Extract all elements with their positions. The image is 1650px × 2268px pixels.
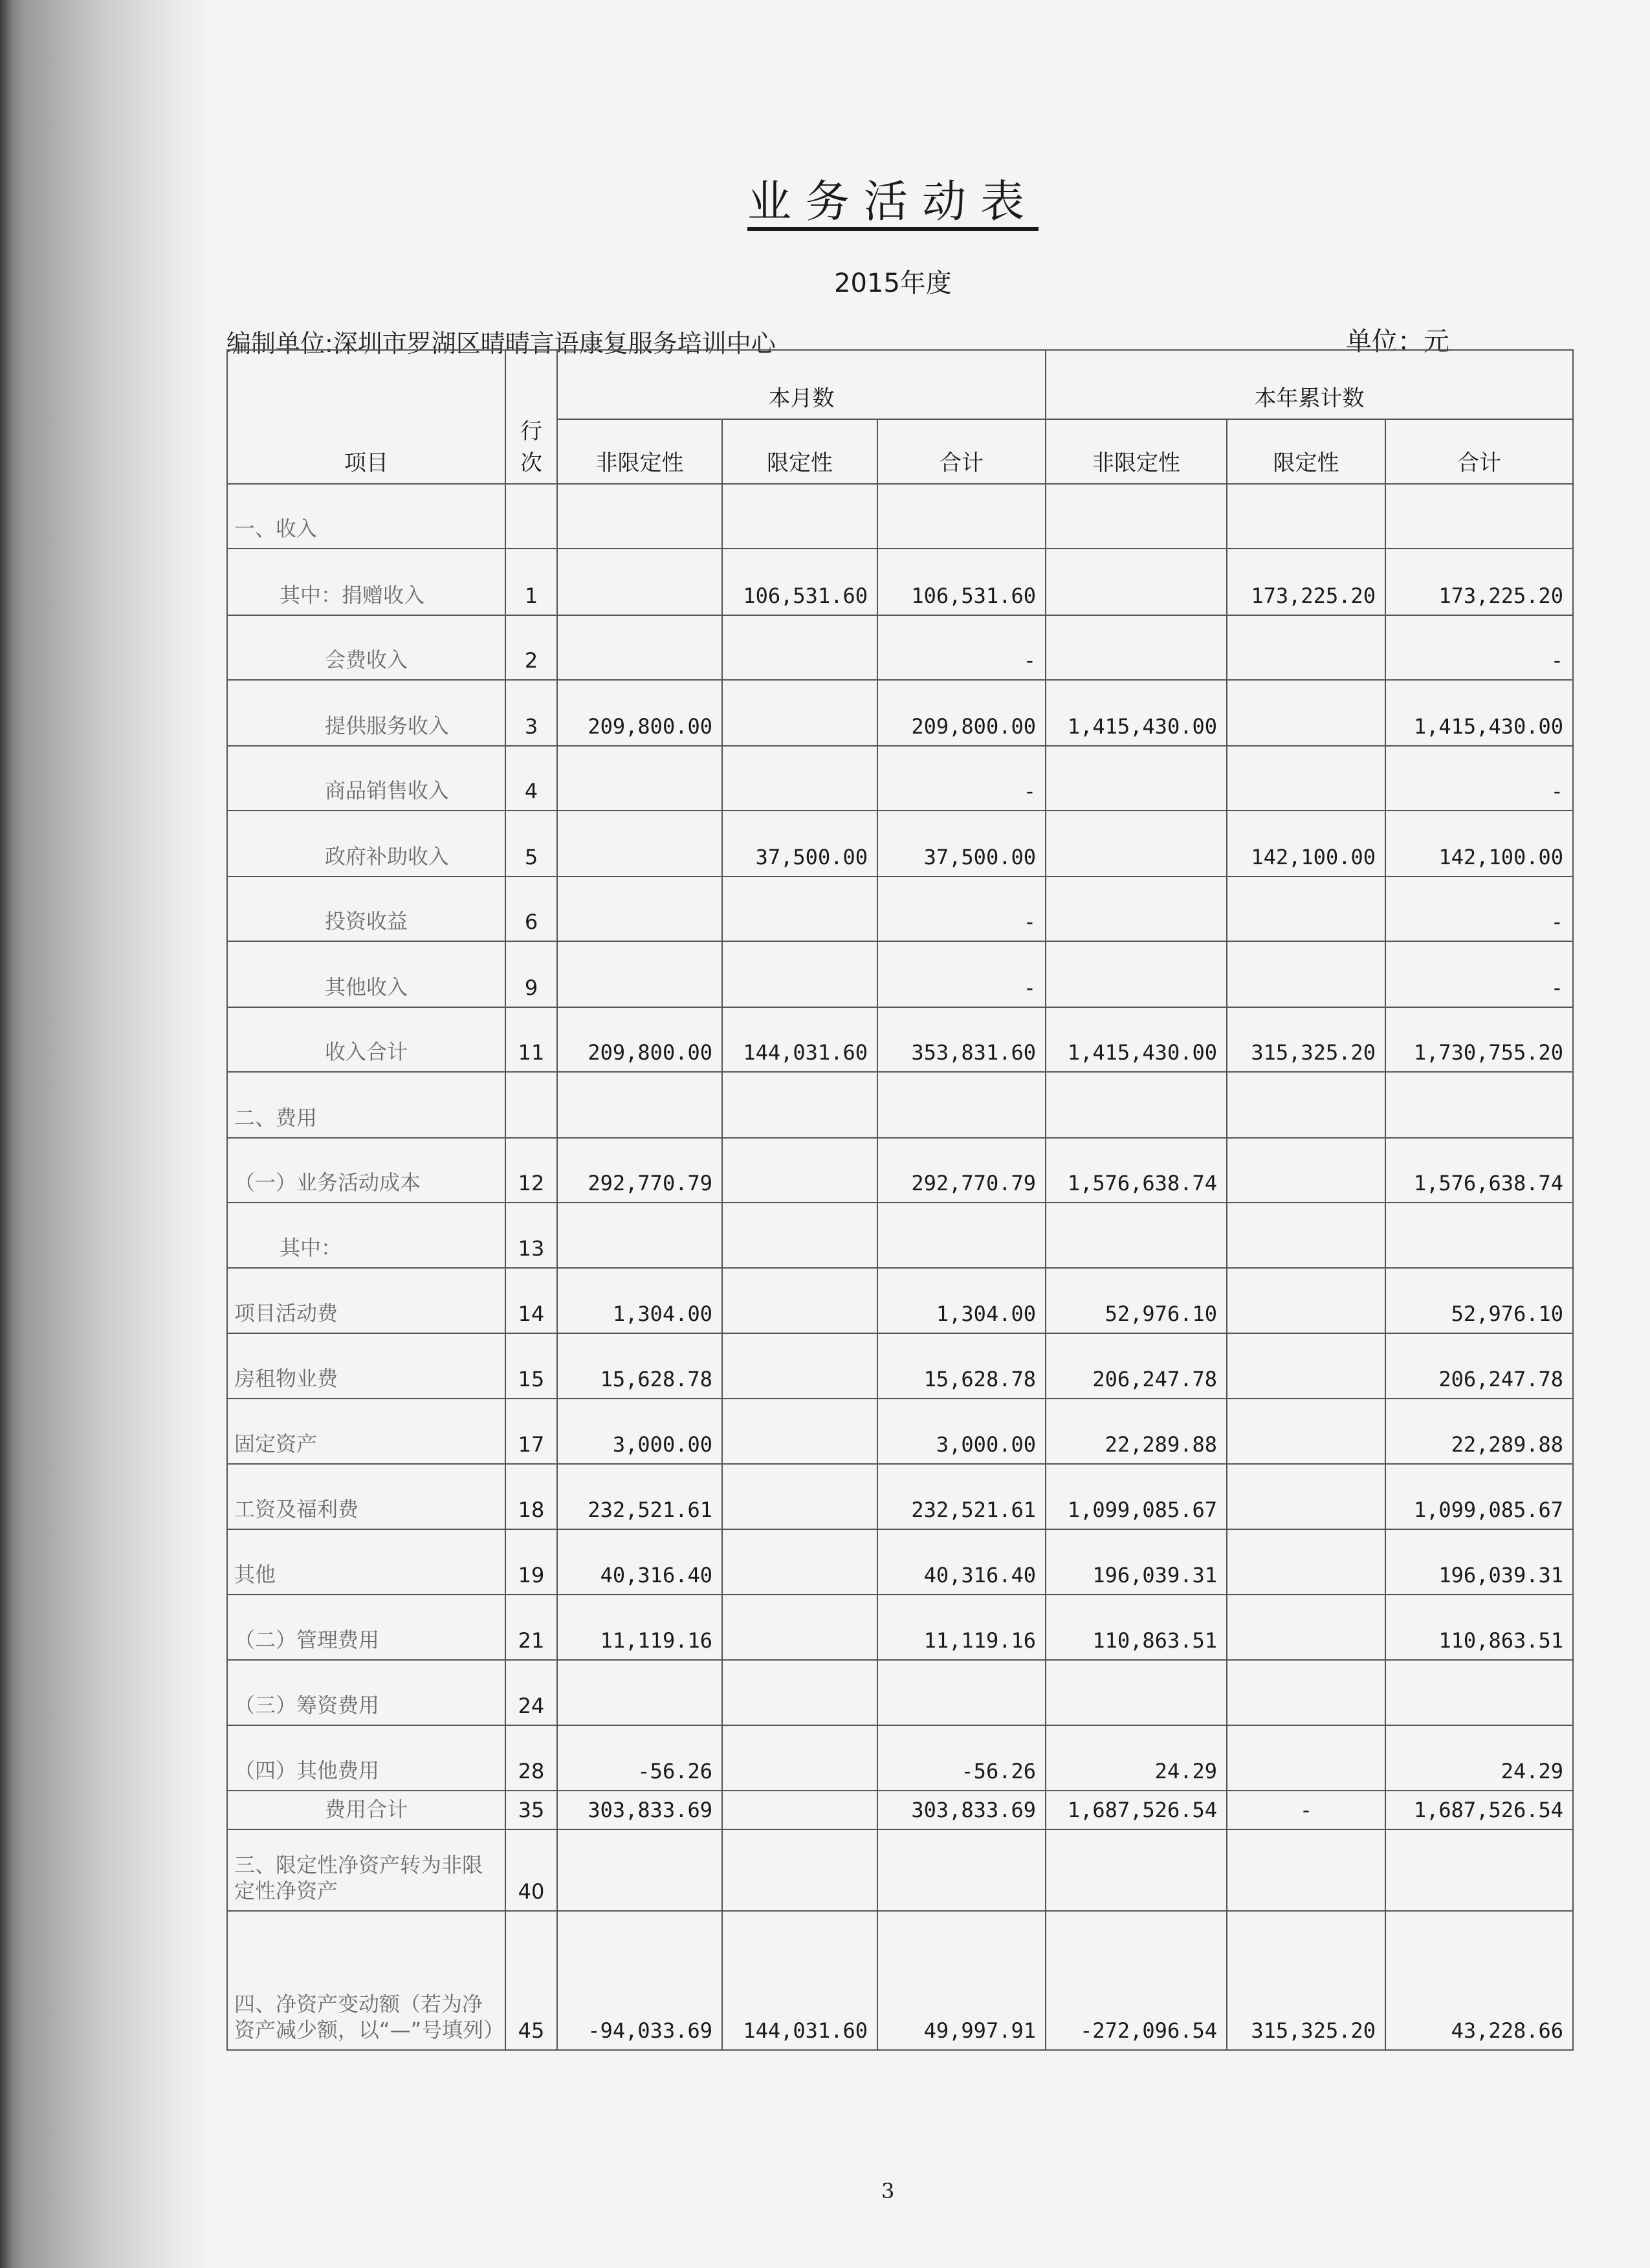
row-line-number: 1 bbox=[505, 549, 557, 615]
cell-m-t: 292,770.79 bbox=[877, 1138, 1046, 1203]
header-month-unrestricted: 非限定性 bbox=[557, 419, 722, 484]
row-item-label: 其他收入 bbox=[227, 941, 505, 1007]
cell-y-r bbox=[1227, 1660, 1385, 1725]
cell-m-t: - bbox=[877, 746, 1046, 811]
cell-m-r bbox=[722, 1829, 877, 1911]
cell-m-r bbox=[722, 1268, 877, 1333]
cell-y-t bbox=[1385, 1072, 1573, 1138]
cell-y-u: 1,576,638.74 bbox=[1046, 1138, 1227, 1203]
report-period: 2015年度 bbox=[834, 268, 952, 298]
cell-y-t: 196,039.31 bbox=[1385, 1529, 1573, 1595]
cell-m-u bbox=[557, 811, 722, 877]
row-item-label: （一）业务活动成本 bbox=[227, 1138, 505, 1203]
cell-m-t bbox=[877, 1660, 1046, 1725]
table-row bbox=[227, 1333, 1573, 1399]
cell-m-t: 303,833.69 bbox=[877, 1791, 1046, 1829]
cell-y-r bbox=[1227, 1529, 1385, 1595]
cell-y-t: 110,863.51 bbox=[1385, 1595, 1573, 1660]
row-item-label: 投资收益 bbox=[227, 877, 505, 941]
cell-m-t: 353,831.60 bbox=[877, 1007, 1046, 1072]
cell-m-u: 303,833.69 bbox=[557, 1791, 722, 1829]
cell-y-u: 1,687,526.54 bbox=[1046, 1791, 1227, 1829]
cell-y-r bbox=[1227, 1464, 1385, 1529]
cell-y-u bbox=[1046, 877, 1227, 941]
cell-m-t bbox=[877, 1829, 1046, 1911]
cell-m-r: 106,531.60 bbox=[722, 549, 877, 615]
cell-y-t: 1,576,638.74 bbox=[1385, 1138, 1573, 1203]
cell-m-u bbox=[557, 746, 722, 811]
cell-y-u bbox=[1046, 746, 1227, 811]
cell-y-r bbox=[1227, 1333, 1385, 1399]
table-row bbox=[227, 1829, 1573, 1911]
table-row bbox=[227, 484, 1573, 549]
cell-y-u: -272,096.54 bbox=[1046, 1911, 1227, 2050]
cell-y-u: 196,039.31 bbox=[1046, 1529, 1227, 1595]
row-item-label: （三）筹资费用 bbox=[227, 1660, 505, 1725]
cell-y-r bbox=[1227, 941, 1385, 1007]
cell-y-u bbox=[1046, 1072, 1227, 1138]
currency-unit: 单位：元 bbox=[1346, 327, 1449, 356]
row-line-number: 12 bbox=[505, 1138, 557, 1203]
cell-y-u: 1,099,085.67 bbox=[1046, 1464, 1227, 1529]
row-line-number: 3 bbox=[505, 680, 557, 746]
cell-y-r bbox=[1227, 615, 1385, 680]
cell-y-r bbox=[1227, 680, 1385, 746]
cell-m-t: 232,521.61 bbox=[877, 1464, 1046, 1529]
cell-y-u: 206,247.78 bbox=[1046, 1333, 1227, 1399]
table-row bbox=[227, 1529, 1573, 1595]
cell-y-t bbox=[1385, 484, 1573, 549]
table-row bbox=[227, 1660, 1573, 1725]
row-item-label: 固定资产 bbox=[227, 1399, 505, 1464]
cell-m-u bbox=[557, 1660, 722, 1725]
cell-m-t: 37,500.00 bbox=[877, 811, 1046, 877]
row-line-number: 5 bbox=[505, 811, 557, 877]
cell-y-u: 1,415,430.00 bbox=[1046, 680, 1227, 746]
row-line-number: 35 bbox=[505, 1791, 557, 1829]
row-line-number: 21 bbox=[505, 1595, 557, 1660]
cell-m-t: 49,997.91 bbox=[877, 1911, 1046, 2050]
cell-m-u: 1,304.00 bbox=[557, 1268, 722, 1333]
cell-y-t: 22,289.88 bbox=[1385, 1399, 1573, 1464]
cell-m-u bbox=[557, 941, 722, 1007]
table-body bbox=[227, 484, 1573, 2050]
cell-m-u: -56.26 bbox=[557, 1725, 722, 1791]
cell-m-r bbox=[722, 1529, 877, 1595]
header-month-total: 合计 bbox=[877, 419, 1046, 484]
cell-m-t: - bbox=[877, 877, 1046, 941]
binding-shadow bbox=[0, 0, 214, 2268]
binding-edge bbox=[0, 0, 14, 2268]
header-item: 项目 bbox=[227, 350, 505, 484]
table-row bbox=[227, 746, 1573, 811]
cell-y-t: 142,100.00 bbox=[1385, 811, 1573, 877]
cell-y-r bbox=[1227, 1595, 1385, 1660]
page-number: 3 bbox=[881, 2179, 895, 2203]
table-row bbox=[227, 1464, 1573, 1529]
header-year-unrestricted: 非限定性 bbox=[1046, 419, 1227, 484]
cell-y-t: 1,099,085.67 bbox=[1385, 1464, 1573, 1529]
cell-m-t: - bbox=[877, 941, 1046, 1007]
cell-m-r bbox=[722, 941, 877, 1007]
cell-m-r bbox=[722, 877, 877, 941]
cell-y-t: - bbox=[1385, 615, 1573, 680]
cell-m-r: 144,031.60 bbox=[722, 1911, 877, 2050]
row-item-label: 房租物业费 bbox=[227, 1333, 505, 1399]
cell-m-t: 209,800.00 bbox=[877, 680, 1046, 746]
table-row bbox=[227, 877, 1573, 941]
row-line-number: 19 bbox=[505, 1529, 557, 1595]
cell-m-u bbox=[557, 1829, 722, 1911]
row-item-label: 工资及福利费 bbox=[227, 1464, 505, 1529]
cell-m-u bbox=[557, 1072, 722, 1138]
table-row bbox=[227, 1911, 1573, 2050]
table-row bbox=[227, 1791, 1573, 1829]
cell-y-r: 315,325.20 bbox=[1227, 1911, 1385, 2050]
cell-y-r bbox=[1227, 877, 1385, 941]
cell-m-u: 232,521.61 bbox=[557, 1464, 722, 1529]
table-row bbox=[227, 941, 1573, 1007]
cell-m-r bbox=[722, 1660, 877, 1725]
row-item-label: 政府补助收入 bbox=[227, 811, 505, 877]
cell-m-r bbox=[722, 1072, 877, 1138]
table-row bbox=[227, 549, 1573, 615]
header-year-restricted: 限定性 bbox=[1227, 419, 1385, 484]
row-line-number: 28 bbox=[505, 1725, 557, 1791]
cell-m-t: 106,531.60 bbox=[877, 549, 1046, 615]
cell-m-t: 1,304.00 bbox=[877, 1268, 1046, 1333]
cell-y-t: - bbox=[1385, 746, 1573, 811]
cell-y-t bbox=[1385, 1660, 1573, 1725]
cell-y-u: 110,863.51 bbox=[1046, 1595, 1227, 1660]
cell-m-r bbox=[722, 1464, 877, 1529]
cell-y-t: 173,225.20 bbox=[1385, 549, 1573, 615]
table-row bbox=[227, 1399, 1573, 1464]
cell-m-u: 15,628.78 bbox=[557, 1333, 722, 1399]
row-item-label: 其中： bbox=[227, 1203, 505, 1268]
cell-y-t: 206,247.78 bbox=[1385, 1333, 1573, 1399]
cell-y-t bbox=[1385, 1203, 1573, 1268]
cell-m-u bbox=[557, 549, 722, 615]
cell-m-r bbox=[722, 680, 877, 746]
row-item-label: 提供服务收入 bbox=[227, 680, 505, 746]
header-line: 行次 bbox=[505, 350, 557, 484]
row-line-number: 4 bbox=[505, 746, 557, 811]
cell-m-u: 11,119.16 bbox=[557, 1595, 722, 1660]
cell-y-t: 1,687,526.54 bbox=[1385, 1791, 1573, 1829]
cell-m-r bbox=[722, 615, 877, 680]
table-row bbox=[227, 1072, 1573, 1138]
cell-y-u bbox=[1046, 1660, 1227, 1725]
row-line-number: 17 bbox=[505, 1399, 557, 1464]
cell-y-u bbox=[1046, 811, 1227, 877]
cell-y-r bbox=[1227, 746, 1385, 811]
cell-m-u: 209,800.00 bbox=[557, 1007, 722, 1072]
table-row bbox=[227, 680, 1573, 746]
cell-m-u: -94,033.69 bbox=[557, 1911, 722, 2050]
row-line-number: 40 bbox=[505, 1829, 557, 1911]
cell-y-t: 1,730,755.20 bbox=[1385, 1007, 1573, 1072]
cell-y-t: - bbox=[1385, 941, 1573, 1007]
cell-m-u bbox=[557, 615, 722, 680]
cell-m-t bbox=[877, 484, 1046, 549]
cell-y-r bbox=[1227, 484, 1385, 549]
row-line-number bbox=[505, 484, 557, 549]
cell-y-u: 24.29 bbox=[1046, 1725, 1227, 1791]
cell-m-r: 37,500.00 bbox=[722, 811, 877, 877]
table-row bbox=[227, 1268, 1573, 1333]
row-line-number: 11 bbox=[505, 1007, 557, 1072]
table-row bbox=[227, 1725, 1573, 1791]
table-row bbox=[227, 1595, 1573, 1660]
row-line-number: 2 bbox=[505, 615, 557, 680]
header-year-group: 本年累计数 bbox=[1046, 350, 1573, 419]
cell-m-r bbox=[722, 746, 877, 811]
cell-y-t: 24.29 bbox=[1385, 1725, 1573, 1791]
cell-m-r bbox=[722, 1333, 877, 1399]
cell-m-r bbox=[722, 1138, 877, 1203]
row-item-label: （二）管理费用 bbox=[227, 1595, 505, 1660]
cell-y-t bbox=[1385, 1829, 1573, 1911]
cell-m-t: - bbox=[877, 615, 1046, 680]
cell-y-r bbox=[1227, 1725, 1385, 1791]
row-line-number: 14 bbox=[505, 1268, 557, 1333]
cell-y-u bbox=[1046, 549, 1227, 615]
row-line-number: 15 bbox=[505, 1333, 557, 1399]
cell-y-r bbox=[1227, 1203, 1385, 1268]
cell-y-r bbox=[1227, 1829, 1385, 1911]
cell-y-u: 52,976.10 bbox=[1046, 1268, 1227, 1333]
cell-m-t: 40,316.40 bbox=[877, 1529, 1046, 1595]
row-line-number: 24 bbox=[505, 1660, 557, 1725]
row-line-number: 13 bbox=[505, 1203, 557, 1268]
cell-m-r bbox=[722, 484, 877, 549]
cell-m-t bbox=[877, 1203, 1046, 1268]
cell-y-t: 43,228.66 bbox=[1385, 1911, 1573, 2050]
row-item-label: 费用合计 bbox=[227, 1791, 505, 1829]
cell-y-r bbox=[1227, 1072, 1385, 1138]
cell-m-r bbox=[722, 1725, 877, 1791]
row-line-number bbox=[505, 1072, 557, 1138]
table-row bbox=[227, 811, 1573, 877]
cell-m-r: 144,031.60 bbox=[722, 1007, 877, 1072]
cell-y-r: 173,225.20 bbox=[1227, 549, 1385, 615]
cell-y-u bbox=[1046, 1829, 1227, 1911]
table-row bbox=[227, 1007, 1573, 1072]
cell-y-r: - bbox=[1227, 1791, 1385, 1829]
cell-y-r: 315,325.20 bbox=[1227, 1007, 1385, 1072]
row-item-label: 一、收入 bbox=[227, 484, 505, 549]
table-row bbox=[227, 1203, 1573, 1268]
row-item-label: 二、费用 bbox=[227, 1072, 505, 1138]
cell-m-r bbox=[722, 1203, 877, 1268]
table-row bbox=[227, 615, 1573, 680]
row-line-number: 9 bbox=[505, 941, 557, 1007]
cell-m-r bbox=[722, 1399, 877, 1464]
cell-y-t: 1,415,430.00 bbox=[1385, 680, 1573, 746]
row-item-label: （四）其他费用 bbox=[227, 1725, 505, 1791]
cell-m-t: 3,000.00 bbox=[877, 1399, 1046, 1464]
header-month-group: 本月数 bbox=[557, 350, 1046, 419]
cell-y-r: 142,100.00 bbox=[1227, 811, 1385, 877]
cell-m-t: 11,119.16 bbox=[877, 1595, 1046, 1660]
row-item-label: 会费收入 bbox=[227, 615, 505, 680]
row-item-label: 项目活动费 bbox=[227, 1268, 505, 1333]
cell-y-u bbox=[1046, 941, 1227, 1007]
row-line-number: 6 bbox=[505, 877, 557, 941]
row-item-label: 三、限定性净资产转为非限定性净资产 bbox=[227, 1829, 505, 1911]
row-item-label: 其中：捐赠收入 bbox=[227, 549, 505, 615]
cell-m-u bbox=[557, 1203, 722, 1268]
cell-y-t: - bbox=[1385, 877, 1573, 941]
cell-y-r bbox=[1227, 1399, 1385, 1464]
organization-label: 编制单位:深圳市罗湖区晴晴言语康复服务培训中心 bbox=[226, 329, 776, 358]
cell-m-u: 209,800.00 bbox=[557, 680, 722, 746]
header-year-total: 合计 bbox=[1385, 419, 1573, 484]
cell-m-u bbox=[557, 877, 722, 941]
page-title: 业务活动表 bbox=[747, 177, 1039, 228]
cell-m-t: -56.26 bbox=[877, 1725, 1046, 1791]
cell-y-u: 1,415,430.00 bbox=[1046, 1007, 1227, 1072]
cell-y-r bbox=[1227, 1268, 1385, 1333]
cell-m-u: 292,770.79 bbox=[557, 1138, 722, 1203]
row-line-number: 45 bbox=[505, 1911, 557, 2050]
header-month-restricted: 限定性 bbox=[722, 419, 877, 484]
cell-m-u bbox=[557, 484, 722, 549]
cell-m-t: 15,628.78 bbox=[877, 1333, 1046, 1399]
cell-y-u: 22,289.88 bbox=[1046, 1399, 1227, 1464]
cell-y-r bbox=[1227, 1138, 1385, 1203]
cell-y-t: 52,976.10 bbox=[1385, 1268, 1573, 1333]
cell-y-u bbox=[1046, 615, 1227, 680]
cell-m-t bbox=[877, 1072, 1046, 1138]
row-item-label: 收入合计 bbox=[227, 1007, 505, 1072]
table-row bbox=[227, 1138, 1573, 1203]
cell-m-u: 3,000.00 bbox=[557, 1399, 722, 1464]
cell-y-u bbox=[1046, 1203, 1227, 1268]
row-item-label: 四、净资产变动额（若为净资产减少额，以“—”号填列） bbox=[227, 1911, 505, 2050]
row-item-label: 商品销售收入 bbox=[227, 746, 505, 811]
row-item-label: 其他 bbox=[227, 1529, 505, 1595]
row-line-number: 18 bbox=[505, 1464, 557, 1529]
cell-m-r bbox=[722, 1595, 877, 1660]
activity-statement-table bbox=[226, 349, 1574, 2051]
cell-y-u bbox=[1046, 484, 1227, 549]
cell-m-u: 40,316.40 bbox=[557, 1529, 722, 1595]
cell-m-r bbox=[722, 1791, 877, 1829]
